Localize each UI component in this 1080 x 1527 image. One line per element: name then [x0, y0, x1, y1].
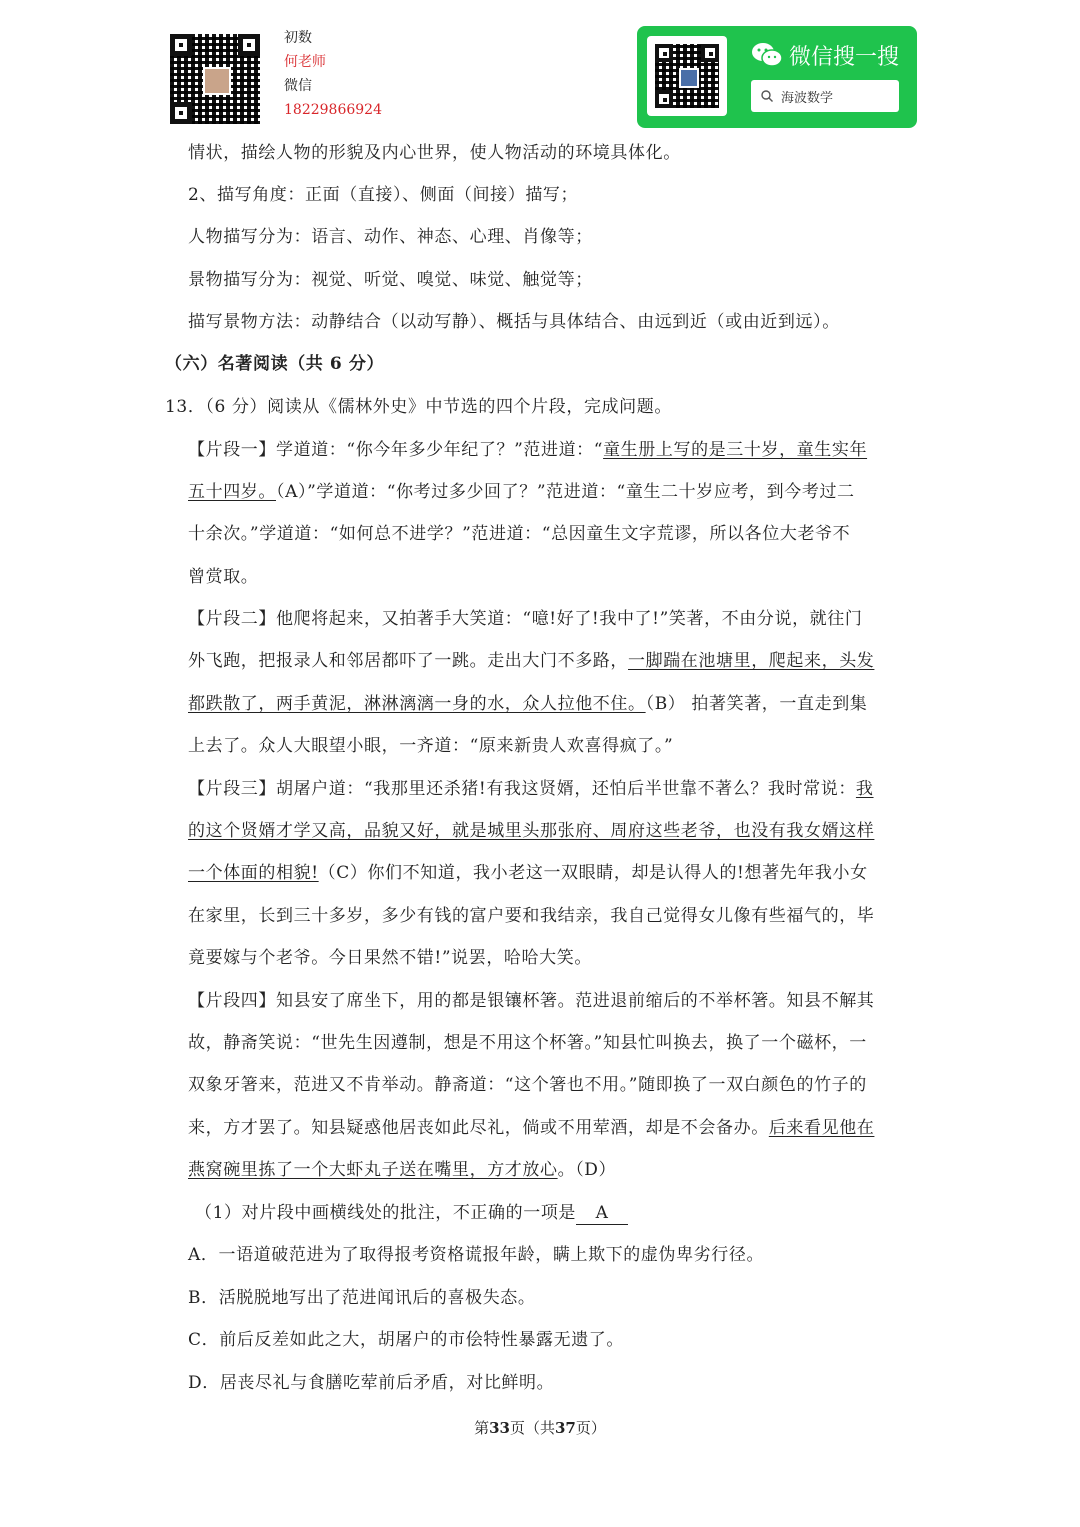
wechat-search-box[interactable] — [751, 80, 899, 112]
fragment-3-line-5: 竟要嫁与个老爷。今日果然不错!”说罢，哈哈大笑。 — [188, 948, 592, 968]
option-d: D．居丧尽礼与食膳吃荤前后矛盾，对比鲜明。 — [188, 1373, 555, 1393]
fragment-2-line-1: 【片段二】他爬将起来，又拍著手大笑道：“噫!好了!我中了!”笑著，不由分说，就往门 — [188, 609, 863, 629]
text-run: （C）你们不知道，我小老这一双眼睛，却是认得人的!想著先年我小女 — [318, 863, 868, 883]
underlined-text: 的这个贤婿才学又高，品貌又好，就是城里头那张府、周府这些老爷，也没有我女婿这样 — [188, 821, 875, 841]
fragment-1-line-2 — [188, 478, 855, 506]
wechat-search-panel — [637, 26, 917, 128]
footer-text: 第 — [474, 1419, 490, 1437]
text-run: 【片段三】胡屠户道：“我那里还杀猪!有我这贤婿，还怕后半世靠不著么？我时常说： — [188, 779, 856, 799]
underlined-text: 燕窝碗里拣了一个大虾丸子送在嘴里，方才放心 — [188, 1160, 558, 1180]
fragment-2-line-2 — [188, 647, 874, 675]
sub-question-text: （1）对片段中画横线处的批注，不正确的一项是 — [195, 1203, 577, 1223]
fragment-3-line-3 — [188, 859, 868, 887]
total-pages: 37 — [555, 1419, 576, 1437]
answer-blank: A — [576, 1202, 628, 1225]
fragment-2-line-4: 上去了。众人大眼望小眼，一齐道：“原来新贵人欢喜得疯了。” — [188, 736, 674, 756]
underlined-text: 一个体面的相貌! — [188, 863, 319, 883]
text-line-3: 人物描写分为：语言、动作、神态、心理、肖像等； — [188, 227, 593, 247]
underlined-text: 后来看见他在 — [768, 1118, 875, 1138]
fragment-4-line-2: 故，静斋笑说：“世先生因遵制，想是不用这个杯箸。”知县忙叫换去，换了一个磁杯，一 — [188, 1033, 867, 1053]
fragment-4-line-1: 【片段四】知县安了席坐下，用的都是银镶杯箸。范进退前缩后的不举杯箸。知县不解其 — [188, 991, 875, 1011]
wechat-logo-icon — [751, 42, 783, 68]
header-contact — [284, 26, 382, 122]
text-line-4: 景物描写分为：视觉、听觉、嗅觉、味觉、触觉等； — [188, 270, 593, 290]
fragment-2-line-3 — [188, 690, 867, 718]
phone-number: 18229866924 — [284, 102, 382, 118]
teacher-qr-code — [170, 34, 260, 124]
underlined-text: 都跌散了，两手黄泥，淋淋漓漓一身的水，众人拉他不住。 — [188, 694, 646, 714]
text-line-5: 描写景物方法：动静结合（以动写静）、概括与具体结合、由远到近（或由近到远）。 — [188, 312, 840, 332]
wechat-search-title: 微信搜一搜 — [789, 45, 900, 70]
text-run: （B） 拍著笑著，一直走到集 — [645, 694, 868, 714]
fragment-1-line-3: 十余次。”学道道：“如何总不进学？”范进道：“总因童生文字荒谬，所以各位大老爷不 — [188, 524, 851, 544]
underlined-text: 五十四岁。 — [188, 482, 276, 502]
teacher-name: 何老师 — [284, 54, 326, 70]
page-footer — [0, 1417, 1080, 1438]
option-a: A．一语道破范进为了取得报考资格谎报年龄，瞒上欺下的虚伪卑劣行径。 — [188, 1245, 765, 1265]
wechat-qr-code — [647, 36, 727, 116]
section-title: （六）名著阅读（共 6 分） — [165, 354, 385, 374]
text-run: 【片段一】学道道：“你今年多少年纪了？”范进道：“ — [188, 440, 604, 460]
fragment-4-line-5 — [188, 1156, 616, 1184]
fragment-4-line-4 — [188, 1114, 874, 1142]
wechat-search-text: 海波数学 — [781, 90, 834, 106]
text-run: （A）”学道道：“你考过多少回了？”范进道：“童生二十岁应考，到今考过二 — [276, 482, 855, 502]
fragment-4-line-3: 双象牙箸来，范进又不肯举动。静斋道：“这个箸也不用。”随即换了一双白颜色的竹子的 — [188, 1075, 867, 1095]
subject-label: 初数 — [284, 30, 312, 46]
text-run: 来，方才罢了。知县疑惑他居丧如此尽礼，倘或不用荤酒，却是不会备办。 — [188, 1118, 769, 1138]
wechat-label: 微信 — [284, 78, 312, 94]
text-line-1: 情状，描绘人物的形貌及内心世界，使人物活动的环境具体化。 — [188, 143, 681, 163]
text-run: 。（D） — [557, 1160, 617, 1180]
option-b: B．活脱脱地写出了范进闻讯后的喜极失态。 — [188, 1288, 536, 1308]
text-line-2: 2、描写角度：正面（直接）、侧面（间接）描写； — [188, 185, 579, 205]
underlined-text: 一脚踹在池塘里，爬起来，头发 — [628, 651, 875, 671]
page-number: 33 — [489, 1419, 510, 1437]
underlined-text: 我 — [855, 779, 874, 799]
question-13: 13．（6 分）阅读从《儒林外史》中节选的四个片段，完成问题。 — [165, 397, 672, 417]
underlined-text: 童生册上写的是三十岁，童生实年 — [603, 440, 868, 460]
sub-question-1 — [195, 1199, 628, 1227]
footer-text: 页） — [575, 1419, 606, 1437]
fragment-3-line-1 — [188, 775, 874, 803]
fragment-1-line-4: 曾赏取。 — [188, 567, 259, 587]
search-icon — [761, 90, 773, 102]
text-run: 外飞跑，把报录人和邻居都吓了一跳。走出大门不多路， — [188, 651, 628, 671]
fragment-3-line-4: 在家里，长到三十多岁，多少有钱的富户要和我结亲，我自己觉得女儿像有些福气的，毕 — [188, 906, 875, 926]
footer-text: 页（共 — [509, 1419, 555, 1437]
option-c: C．前后反差如此之大，胡屠户的市侩特性暴露无遗了。 — [188, 1330, 625, 1350]
fragment-3-line-2 — [188, 817, 874, 845]
fragment-1-line-1 — [188, 436, 867, 464]
